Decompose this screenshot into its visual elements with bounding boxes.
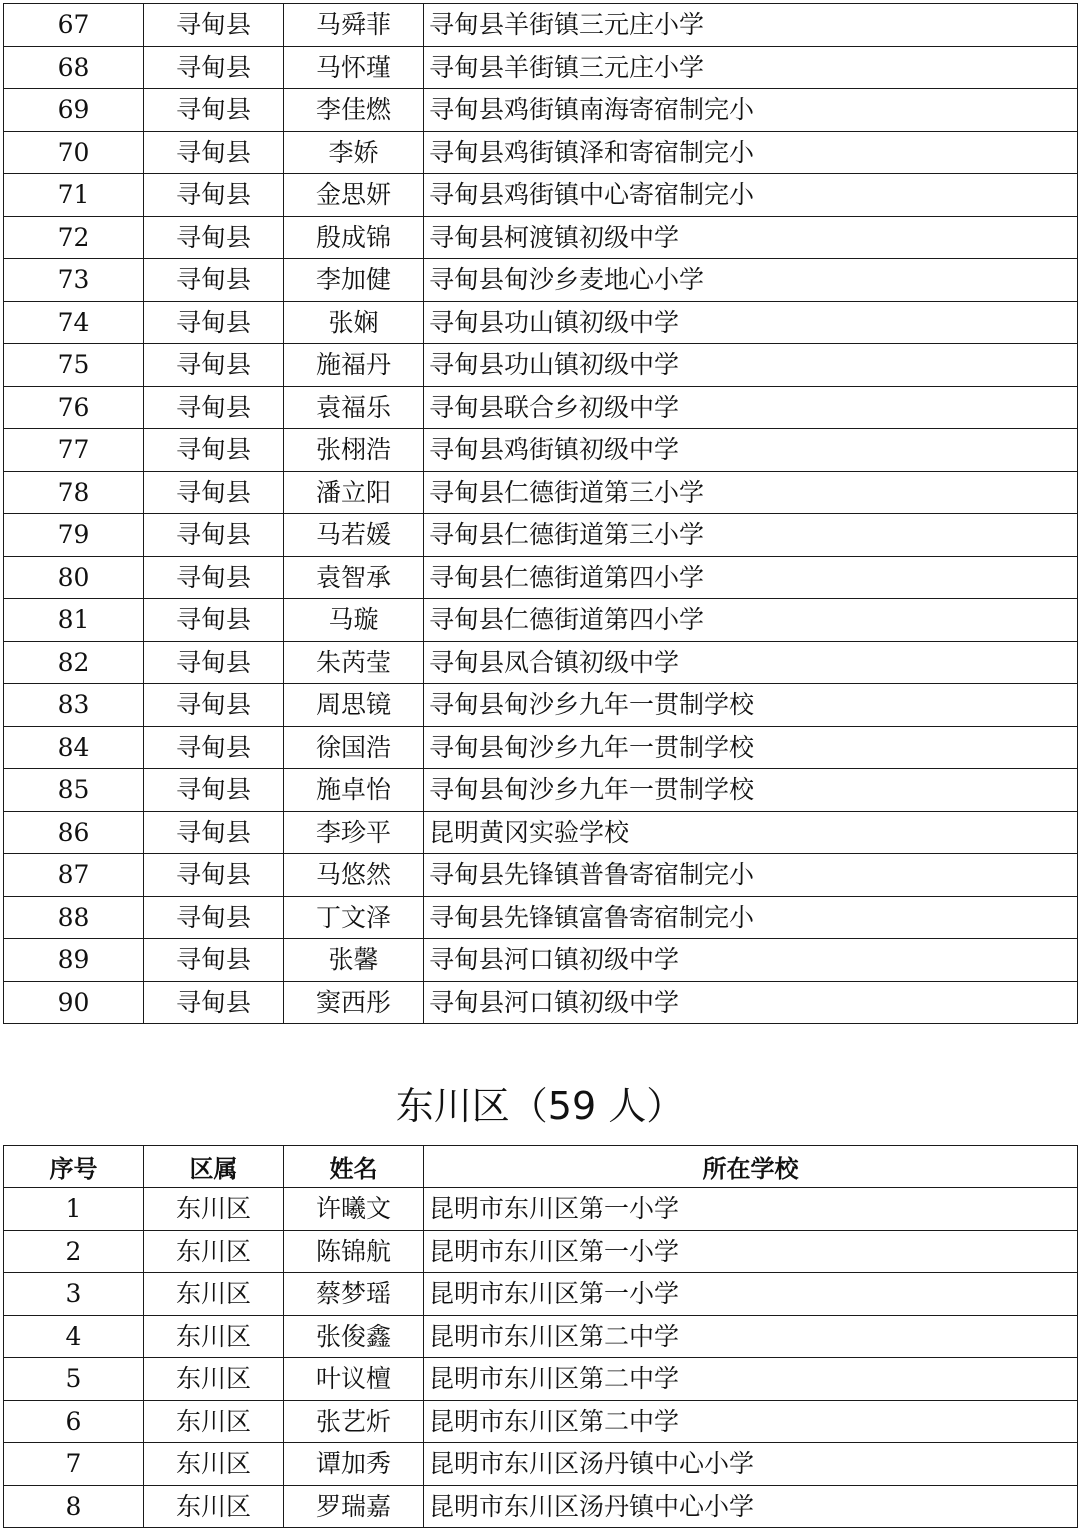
region-cell: 寻甸县 xyxy=(144,726,284,769)
table-row xyxy=(4,1230,1078,1273)
name-cell: 马璇 xyxy=(284,599,424,642)
region-cell: 寻甸县 xyxy=(144,174,284,217)
school-cell: 寻甸县仁德街道第四小学 xyxy=(424,599,1078,642)
table-body xyxy=(4,1188,1078,1528)
name-cell: 蔡梦瑶 xyxy=(284,1273,424,1316)
column-header-name: 姓名 xyxy=(284,1146,424,1188)
name-cell: 朱芮莹 xyxy=(284,641,424,684)
table-row xyxy=(4,344,1078,387)
name-cell: 袁福乐 xyxy=(284,386,424,429)
name-cell: 袁智承 xyxy=(284,556,424,599)
region-cell: 寻甸县 xyxy=(144,471,284,514)
table-row xyxy=(4,1273,1078,1316)
school-cell: 寻甸县鸡街镇初级中学 xyxy=(424,429,1078,472)
region-cell: 寻甸县 xyxy=(144,131,284,174)
table-row xyxy=(4,301,1078,344)
region-cell: 寻甸县 xyxy=(144,769,284,812)
serial-number-cell: 77 xyxy=(4,429,144,472)
serial-number-cell: 67 xyxy=(4,4,144,47)
school-cell: 寻甸县河口镇初级中学 xyxy=(424,939,1078,982)
table-row xyxy=(4,769,1078,812)
school-cell: 寻甸县仁德街道第三小学 xyxy=(424,471,1078,514)
table-row xyxy=(4,429,1078,472)
name-cell: 李加健 xyxy=(284,259,424,302)
table-row xyxy=(4,726,1078,769)
table-row xyxy=(4,514,1078,557)
serial-number-cell: 5 xyxy=(4,1358,144,1401)
name-cell: 许曦文 xyxy=(284,1188,424,1231)
serial-number-cell: 8 xyxy=(4,1485,144,1528)
serial-number-cell: 78 xyxy=(4,471,144,514)
school-cell: 昆明黄冈实验学校 xyxy=(424,811,1078,854)
name-cell: 李佳燃 xyxy=(284,89,424,132)
school-cell: 昆明市东川区汤丹镇中心小学 xyxy=(424,1485,1078,1528)
school-cell: 寻甸县鸡街镇南海寄宿制完小 xyxy=(424,89,1078,132)
serial-number-cell: 81 xyxy=(4,599,144,642)
region-cell: 寻甸县 xyxy=(144,386,284,429)
serial-number-cell: 6 xyxy=(4,1400,144,1443)
table-row xyxy=(4,854,1078,897)
student-table-xundian xyxy=(3,3,1078,1024)
serial-number-cell: 86 xyxy=(4,811,144,854)
region-cell: 寻甸县 xyxy=(144,854,284,897)
serial-number-cell: 1 xyxy=(4,1188,144,1231)
name-cell: 施卓怡 xyxy=(284,769,424,812)
column-header-serial: 序号 xyxy=(4,1146,144,1188)
column-header-school: 所在学校 xyxy=(424,1146,1078,1188)
section-title: 东川区（59 人） xyxy=(395,1084,685,1128)
region-cell: 寻甸县 xyxy=(144,216,284,259)
serial-number-cell: 3 xyxy=(4,1273,144,1316)
serial-number-cell: 88 xyxy=(4,896,144,939)
school-cell: 昆明市东川区第二中学 xyxy=(424,1400,1078,1443)
serial-number-cell: 89 xyxy=(4,939,144,982)
serial-number-cell: 79 xyxy=(4,514,144,557)
region-cell: 寻甸县 xyxy=(144,89,284,132)
serial-number-cell: 69 xyxy=(4,89,144,132)
name-cell: 马若媛 xyxy=(284,514,424,557)
table-row xyxy=(4,386,1078,429)
school-cell: 寻甸县功山镇初级中学 xyxy=(424,344,1078,387)
serial-number-cell: 74 xyxy=(4,301,144,344)
table-header-row xyxy=(4,1146,1078,1188)
table-row xyxy=(4,216,1078,259)
name-cell: 金思妍 xyxy=(284,174,424,217)
name-cell: 张馨 xyxy=(284,939,424,982)
region-cell: 东川区 xyxy=(144,1230,284,1273)
serial-number-cell: 75 xyxy=(4,344,144,387)
table-header xyxy=(4,1146,1078,1188)
table-row xyxy=(4,46,1078,89)
name-cell: 马舜菲 xyxy=(284,4,424,47)
region-cell: 寻甸县 xyxy=(144,4,284,47)
table-row xyxy=(4,1485,1078,1528)
serial-number-cell: 76 xyxy=(4,386,144,429)
column-header-region: 区属 xyxy=(144,1146,284,1188)
school-cell: 寻甸县羊街镇三元庄小学 xyxy=(424,46,1078,89)
school-cell: 昆明市东川区第二中学 xyxy=(424,1358,1078,1401)
school-cell: 寻甸县甸沙乡麦地心小学 xyxy=(424,259,1078,302)
serial-number-cell: 72 xyxy=(4,216,144,259)
school-cell: 寻甸县鸡街镇中心寄宿制完小 xyxy=(424,174,1078,217)
region-cell: 东川区 xyxy=(144,1358,284,1401)
name-cell: 马怀瑾 xyxy=(284,46,424,89)
region-cell: 寻甸县 xyxy=(144,514,284,557)
region-cell: 寻甸县 xyxy=(144,641,284,684)
school-cell: 昆明市东川区汤丹镇中心小学 xyxy=(424,1443,1078,1486)
table-body xyxy=(4,4,1078,1024)
name-cell: 张艺炘 xyxy=(284,1400,424,1443)
name-cell: 周思镜 xyxy=(284,684,424,727)
name-cell: 窦西彤 xyxy=(284,981,424,1024)
school-cell: 昆明市东川区第一小学 xyxy=(424,1273,1078,1316)
serial-number-cell: 90 xyxy=(4,981,144,1024)
table-row xyxy=(4,471,1078,514)
table-row xyxy=(4,896,1078,939)
name-cell: 丁文泽 xyxy=(284,896,424,939)
school-cell: 寻甸县羊街镇三元庄小学 xyxy=(424,4,1078,47)
table-row xyxy=(4,939,1078,982)
name-cell: 潘立阳 xyxy=(284,471,424,514)
region-cell: 寻甸县 xyxy=(144,939,284,982)
region-cell: 寻甸县 xyxy=(144,981,284,1024)
region-cell: 寻甸县 xyxy=(144,344,284,387)
name-cell: 马悠然 xyxy=(284,854,424,897)
serial-number-cell: 4 xyxy=(4,1315,144,1358)
serial-number-cell: 2 xyxy=(4,1230,144,1273)
name-cell: 叶议檀 xyxy=(284,1358,424,1401)
name-cell: 李珍平 xyxy=(284,811,424,854)
school-cell: 寻甸县甸沙乡九年一贯制学校 xyxy=(424,769,1078,812)
region-cell: 东川区 xyxy=(144,1273,284,1316)
table-row xyxy=(4,1315,1078,1358)
region-cell: 寻甸县 xyxy=(144,259,284,302)
school-cell: 寻甸县仁德街道第四小学 xyxy=(424,556,1078,599)
region-cell: 寻甸县 xyxy=(144,811,284,854)
school-cell: 寻甸县河口镇初级中学 xyxy=(424,981,1078,1024)
school-cell: 寻甸县甸沙乡九年一贯制学校 xyxy=(424,726,1078,769)
serial-number-cell: 83 xyxy=(4,684,144,727)
name-cell: 张俊鑫 xyxy=(284,1315,424,1358)
serial-number-cell: 7 xyxy=(4,1443,144,1486)
student-table-dongchuan xyxy=(3,1145,1078,1528)
school-cell: 寻甸县鸡街镇泽和寄宿制完小 xyxy=(424,131,1078,174)
table-row xyxy=(4,599,1078,642)
school-cell: 寻甸县凤合镇初级中学 xyxy=(424,641,1078,684)
name-cell: 张栩浩 xyxy=(284,429,424,472)
school-cell: 昆明市东川区第一小学 xyxy=(424,1230,1078,1273)
serial-number-cell: 82 xyxy=(4,641,144,684)
region-cell: 东川区 xyxy=(144,1443,284,1486)
name-cell: 谭加秀 xyxy=(284,1443,424,1486)
name-cell: 张娴 xyxy=(284,301,424,344)
region-cell: 寻甸县 xyxy=(144,46,284,89)
table-row xyxy=(4,1188,1078,1231)
region-cell: 东川区 xyxy=(144,1315,284,1358)
name-cell: 徐国浩 xyxy=(284,726,424,769)
name-cell: 殷成锦 xyxy=(284,216,424,259)
serial-number-cell: 70 xyxy=(4,131,144,174)
name-cell: 施福丹 xyxy=(284,344,424,387)
region-cell: 寻甸县 xyxy=(144,556,284,599)
school-cell: 昆明市东川区第二中学 xyxy=(424,1315,1078,1358)
serial-number-cell: 71 xyxy=(4,174,144,217)
school-cell: 寻甸县柯渡镇初级中学 xyxy=(424,216,1078,259)
region-cell: 东川区 xyxy=(144,1400,284,1443)
region-cell: 寻甸县 xyxy=(144,429,284,472)
table-row xyxy=(4,981,1078,1024)
table-row xyxy=(4,1358,1078,1401)
region-cell: 寻甸县 xyxy=(144,301,284,344)
serial-number-cell: 80 xyxy=(4,556,144,599)
serial-number-cell: 84 xyxy=(4,726,144,769)
school-cell: 昆明市东川区第一小学 xyxy=(424,1188,1078,1231)
region-cell: 寻甸县 xyxy=(144,896,284,939)
name-cell: 陈锦航 xyxy=(284,1230,424,1273)
school-cell: 寻甸县联合乡初级中学 xyxy=(424,386,1078,429)
school-cell: 寻甸县仁德街道第三小学 xyxy=(424,514,1078,557)
region-cell: 寻甸县 xyxy=(144,599,284,642)
name-cell: 罗瑞嘉 xyxy=(284,1485,424,1528)
table-row xyxy=(4,811,1078,854)
table-row xyxy=(4,1400,1078,1443)
serial-number-cell: 85 xyxy=(4,769,144,812)
table-row xyxy=(4,259,1078,302)
region-cell: 东川区 xyxy=(144,1188,284,1231)
table-row xyxy=(4,89,1078,132)
region-cell: 寻甸县 xyxy=(144,684,284,727)
serial-number-cell: 87 xyxy=(4,854,144,897)
serial-number-cell: 68 xyxy=(4,46,144,89)
school-cell: 寻甸县先锋镇富鲁寄宿制完小 xyxy=(424,896,1078,939)
school-cell: 寻甸县甸沙乡九年一贯制学校 xyxy=(424,684,1078,727)
name-cell: 李娇 xyxy=(284,131,424,174)
school-cell: 寻甸县功山镇初级中学 xyxy=(424,301,1078,344)
table-row xyxy=(4,684,1078,727)
table-row xyxy=(4,131,1078,174)
school-cell: 寻甸县先锋镇普鲁寄宿制完小 xyxy=(424,854,1078,897)
table-row xyxy=(4,556,1078,599)
table-row xyxy=(4,174,1078,217)
table-row xyxy=(4,1443,1078,1486)
table-row xyxy=(4,4,1078,47)
table-row xyxy=(4,641,1078,684)
region-cell: 东川区 xyxy=(144,1485,284,1528)
serial-number-cell: 73 xyxy=(4,259,144,302)
